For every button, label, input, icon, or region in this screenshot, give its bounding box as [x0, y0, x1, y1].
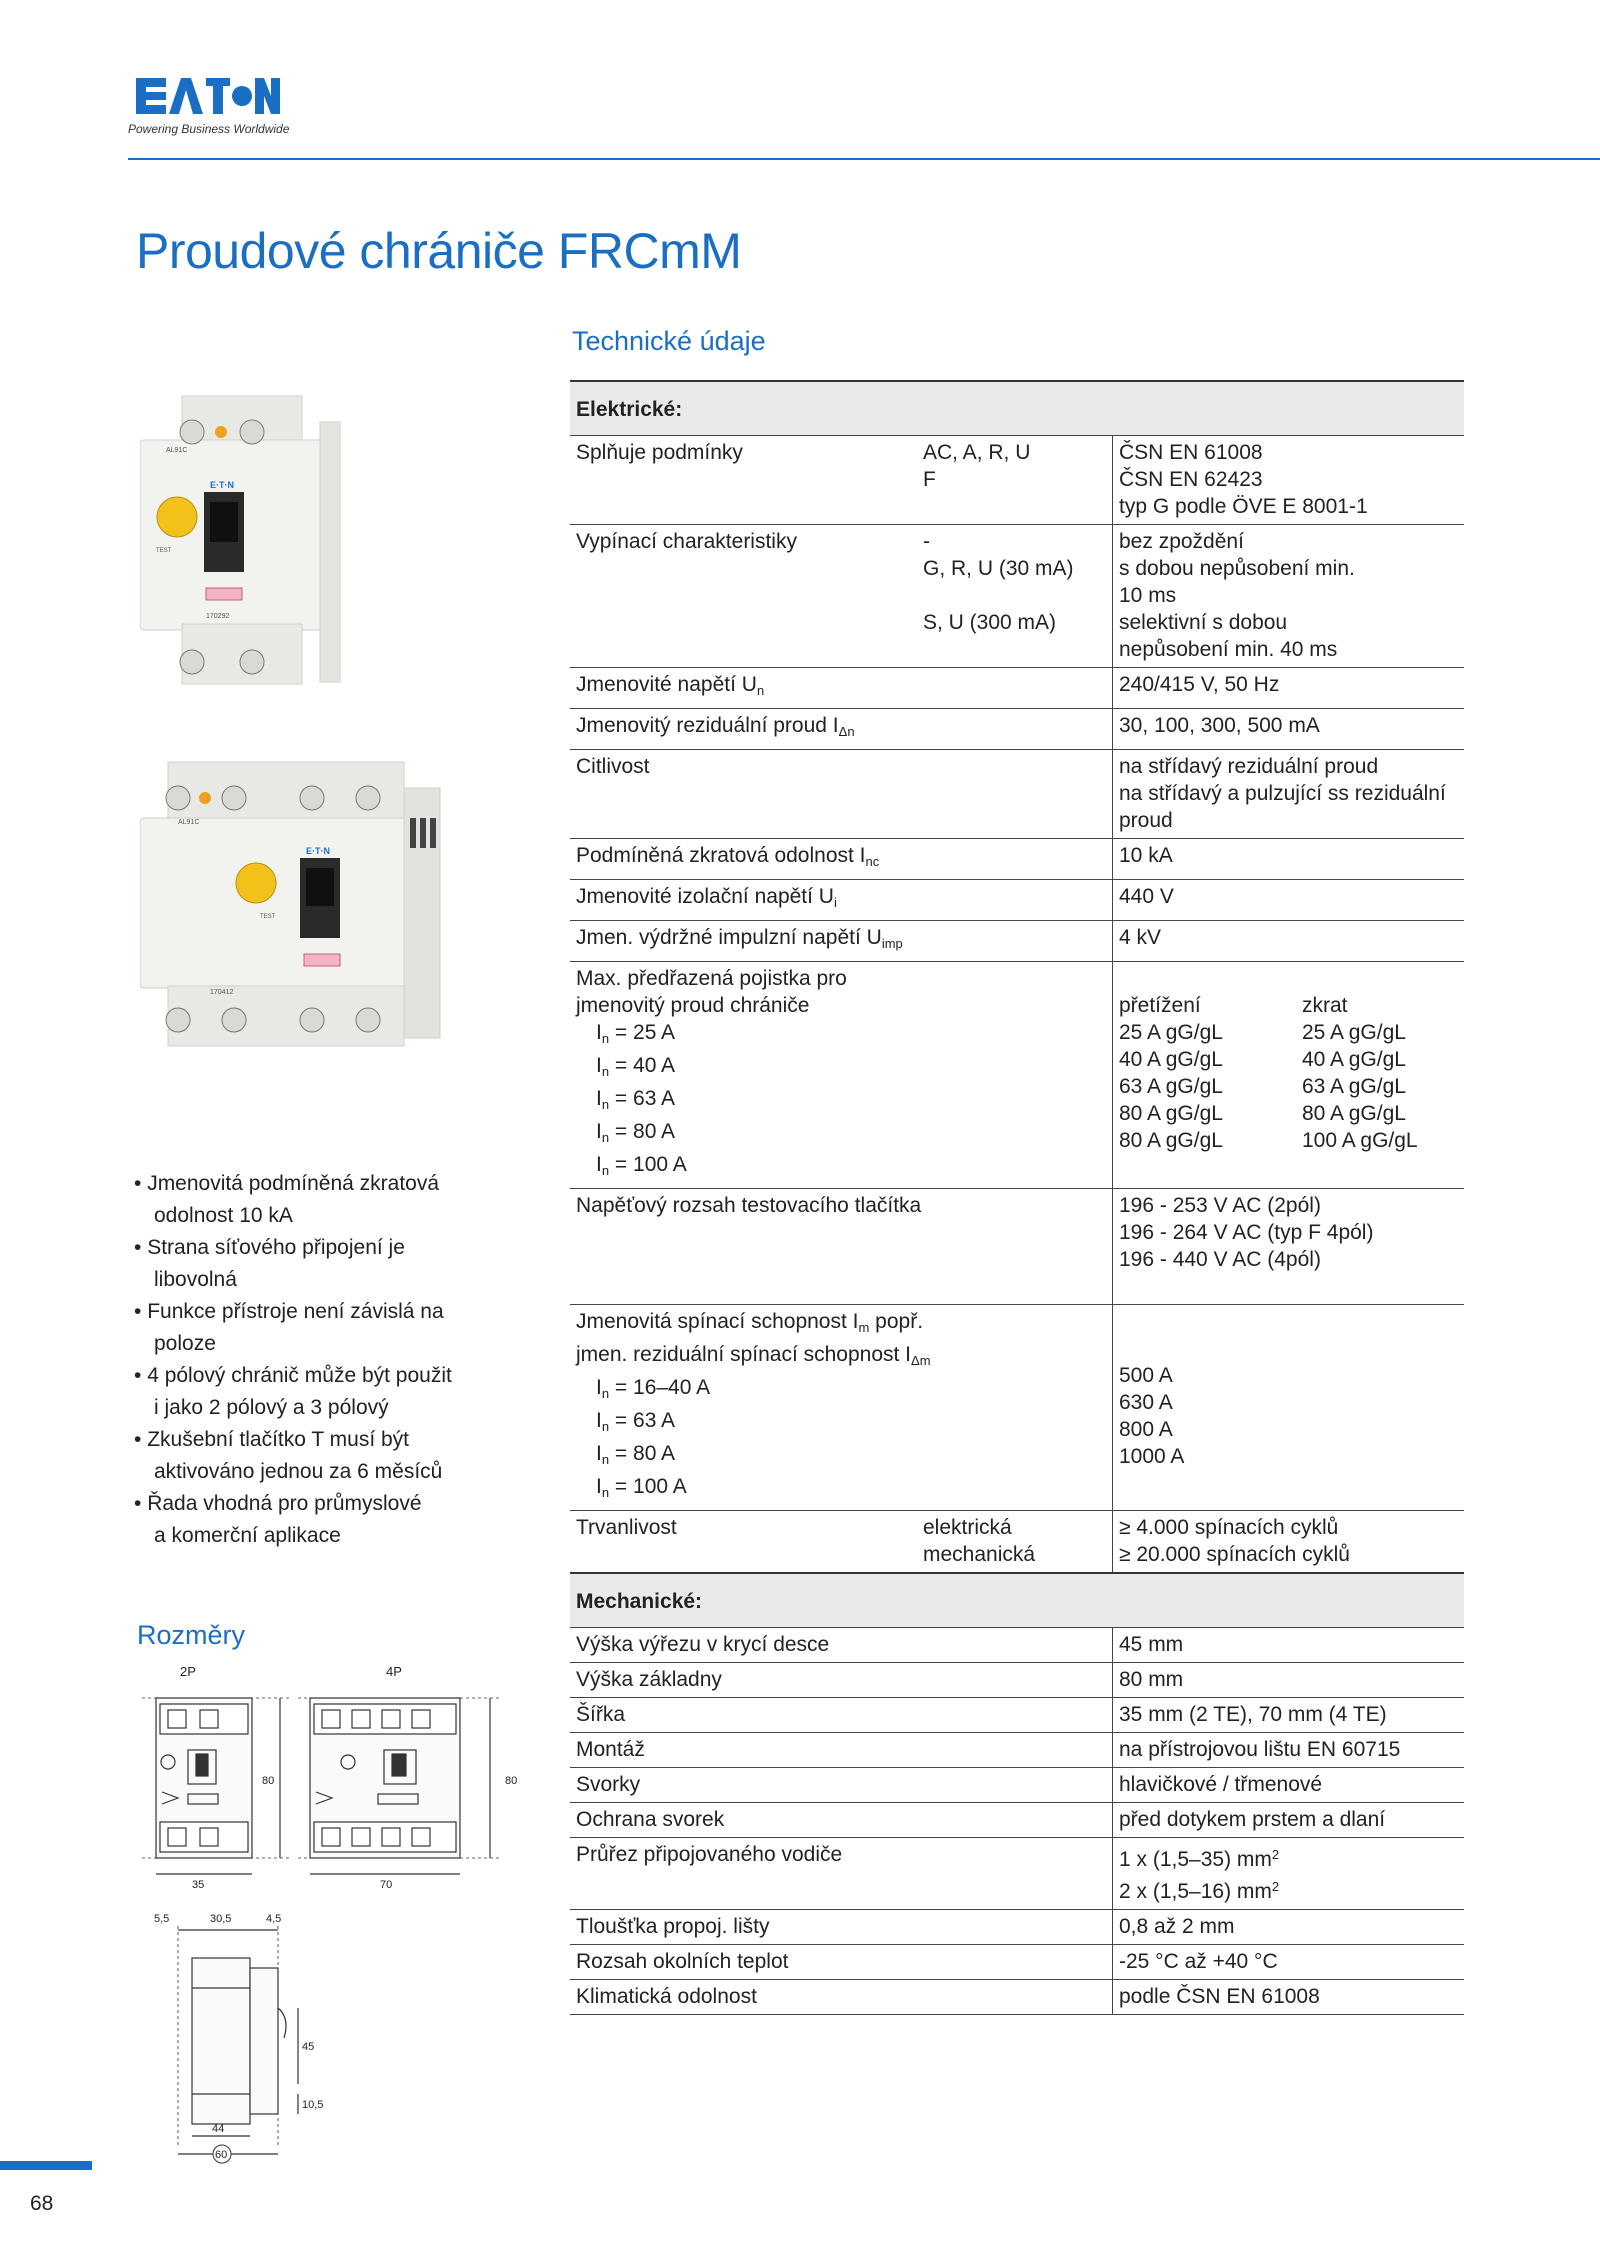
- label-4p: 4P: [386, 1664, 402, 1679]
- photo2-model: AL91C: [178, 819, 200, 826]
- feature-item: • Řada vhodná pro průmyslové a komerční aplikace: [134, 1492, 422, 1547]
- table-row: Jmenovité izolační napětí $U_i$ 440 V: [570, 880, 1464, 921]
- feature-item: • 4 pólový chránič může být použit i jako 2 pólový a 3 pólový: [134, 1364, 452, 1419]
- table-row: Svorky hlavičkové / třmenové: [570, 1768, 1464, 1803]
- table-row: Vypínací charakteristiky - G, R, U (30 mA) S, U (300 mA) bez zpoždění s dobou nepůsobení min. 10 ms selektivní s dobou nepůsobení min. 40 ms: [570, 525, 1464, 668]
- table-row: Průřez připojovaného vodiče 1 x (1,5–35) $mm^2$ 2 x (1,5–16) $mm^2$: [570, 1838, 1464, 1910]
- feature-item: • Funkce přístroje není závislá na poloze: [134, 1300, 444, 1355]
- dimension-drawing-2p-4p: [130, 1662, 530, 1892]
- table-row: Napěťový rozsah testovacího tlačítka 196 - 253 V AC (2pól) 196 - 264 V AC (typ F 4pól) 196 - 440 V AC (4pól): [570, 1189, 1464, 1305]
- table-row: Výška základny 80 mm: [570, 1663, 1464, 1698]
- dim-side-105: 10,5: [302, 2099, 324, 2111]
- feature-item: • Zkušební tlačítko T musí být aktivováno jednou za 6 měsíců: [134, 1428, 443, 1483]
- dim-2p-width: 35: [192, 1879, 205, 1891]
- page-title: Proudové chrániče FRCmM: [136, 223, 742, 279]
- photo1-test: TEST: [156, 548, 172, 554]
- dim-4p-width: 70: [380, 1879, 393, 1891]
- dim-side-60: 60: [215, 2149, 228, 2161]
- dim-side-45-top: 4,5: [266, 1913, 282, 1925]
- product-photo-4p: [140, 758, 450, 1058]
- dim-4p-height: 80: [505, 1775, 518, 1787]
- table-row: Splňuje podmínky AC, A, R, U F ČSN EN 61008 ČSN EN 62423 typ G podle ÖVE E 8001-1: [570, 436, 1464, 525]
- dim-side-305: 30,5: [210, 1913, 232, 1925]
- dimensions-title: Rozměry: [137, 1620, 246, 1650]
- photo1-number: 170292: [206, 613, 230, 620]
- feature-item: • Strana síťového připojení je libovolná: [134, 1236, 405, 1291]
- table-row: Max. předřazená pojistka pro jmenovitý proud chrániče $I_n = 25$ A $I_n = 40$ A $I_n = 63$ A $I_n = 80$ A $I_n = 100$ A přetížení zkrat 25 A gG/gL 25 A gG/gL 40 A gG/gL 40 A gG/gL 63 A gG/gL 63 A gG/gL 80 A gG/gL 80 A gG/gL 80 A gG/gL 100 A gG/gL: [570, 962, 1464, 1189]
- svg-text:E·T·N: E·T·N: [306, 846, 330, 856]
- label-2p: 2P: [180, 1664, 196, 1679]
- feature-list: [134, 1168, 534, 1552]
- table-row: Šířka 35 mm (2 TE), 70 mm (4 TE): [570, 1698, 1464, 1733]
- product-photo-2p: [140, 392, 350, 692]
- photo2-test: TEST: [260, 914, 276, 920]
- section-mechanical: Mechanické:: [570, 1573, 1464, 1628]
- technical-data-table: [570, 380, 1464, 2015]
- table-row: Jmenovitá spínací schopnost $I_m$ popř. jmen. reziduální spínací schopnost $I_{\Delta m}$ $I_n = 16-40$ A $I_n = 63$ A $I_n = 80$ A $I_n = 100$ A 500 A 630 A 800 A 1000 A: [570, 1305, 1464, 1511]
- section-electrical: Elektrické:: [570, 381, 1464, 436]
- dim-side-44: 44: [212, 2123, 225, 2135]
- svg-text:E·T·N: E·T·N: [210, 480, 234, 490]
- dim-side-55: 5,5: [154, 1913, 170, 1925]
- page-marker-bar: [0, 2161, 92, 2170]
- photo2-number: 170412: [210, 989, 234, 996]
- table-row: Klimatická odolnost podle ČSN EN 61008: [570, 1980, 1464, 2015]
- section-title-technical: Technické údaje: [572, 326, 766, 356]
- table-row: Rozsah okolních teplot -25 °C až +40 °C: [570, 1945, 1464, 1980]
- page-number: 68: [30, 2192, 54, 2215]
- dim-2p-height: 80: [262, 1775, 275, 1787]
- tagline: Powering Business Worldwide: [128, 122, 290, 136]
- table-row: Ochrana svorek před dotykem prstem a dlaní: [570, 1803, 1464, 1838]
- section-row-mechanical: [570, 1573, 1464, 1628]
- feature-item: • Jmenovitá podmíněná zkratová odolnost 10 kA: [134, 1172, 440, 1227]
- table-row: Podmíněná zkratová odolnost $I_{nc}$ 10 kA: [570, 839, 1464, 880]
- photo1-model: AL91C: [166, 447, 188, 454]
- dimension-drawing-side: [148, 1908, 388, 2168]
- table-row: Citlivost na střídavý reziduální proud na střídavý a pulzující ss reziduální proud: [570, 750, 1464, 839]
- table-row: Montáž na přístrojovou lištu EN 60715: [570, 1733, 1464, 1768]
- table-row: Tloušťka propoj. lišty 0,8 až 2 mm: [570, 1910, 1464, 1945]
- table-row: Jmenovité napětí $U_n$ 240/415 V, 50 Hz: [570, 668, 1464, 709]
- table-row: Trvanlivost elektrická mechanická ≥ 4.000 spínacích cyklů ≥ 20.000 spínacích cyklů: [570, 1511, 1464, 1574]
- table-row: Výška výřezu v krycí desce 45 mm: [570, 1628, 1464, 1663]
- table-row: Jmenovitý reziduální proud $I_{\Delta n}$ 30, 100, 300, 500 mA: [570, 709, 1464, 750]
- header-rule: [128, 158, 1600, 160]
- drawing-4p: [298, 1698, 500, 1874]
- section-row-electrical: [570, 381, 1464, 436]
- dim-side-45: 45: [302, 2041, 315, 2053]
- eaton-logo: [136, 76, 280, 116]
- table-row: Jmen. výdržné impulzní napětí $U_{imp}$ 4 kV: [570, 921, 1464, 962]
